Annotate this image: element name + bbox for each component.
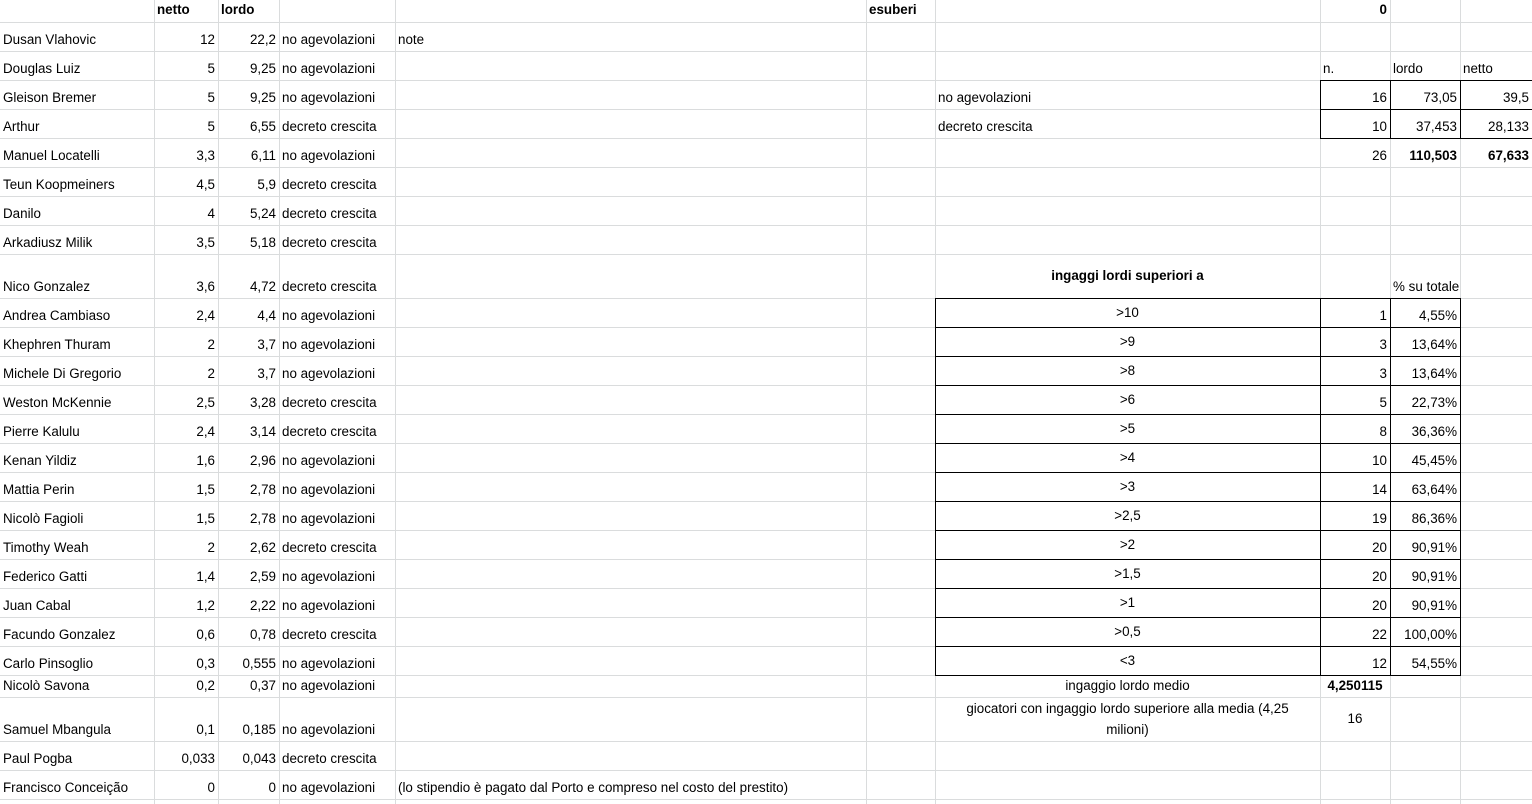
column-gridline <box>395 0 396 804</box>
player-name[interactable]: Arthur <box>3 119 40 134</box>
player-regime[interactable]: no agevolazioni <box>282 90 376 105</box>
player-regime[interactable]: decreto crescita <box>282 235 377 250</box>
row-gridline <box>0 196 1532 197</box>
threshold-pct[interactable]: 13,64% <box>1411 337 1457 352</box>
threshold-cell-border <box>1390 617 1461 647</box>
player-netto[interactable]: 4 <box>207 206 215 221</box>
player-regime[interactable]: decreto crescita <box>282 206 377 221</box>
player-regime[interactable]: no agevolazioni <box>282 148 376 163</box>
pct-header[interactable]: % su totale <box>1393 279 1460 294</box>
threshold-label[interactable]: >9 <box>1119 334 1136 349</box>
threshold-cell-border <box>1390 327 1461 357</box>
player-name[interactable]: Pierre Kalulu <box>3 424 80 439</box>
threshold-cell-border <box>1390 559 1461 589</box>
summary-total-lordo[interactable]: 110,503 <box>1409 148 1457 163</box>
threshold-cell-border <box>935 298 1321 328</box>
esuberi-label[interactable]: esuberi <box>869 2 917 17</box>
player-netto[interactable]: 0,3 <box>196 656 215 671</box>
average-label[interactable]: ingaggio lordo medio <box>1065 678 1190 693</box>
player-name[interactable]: Teun Koopmeiners <box>3 177 115 192</box>
player-netto[interactable]: 2 <box>207 366 215 381</box>
summary-row-netto[interactable]: 39,5 <box>1502 90 1529 105</box>
threshold-cell-border <box>1320 327 1391 357</box>
player-regime[interactable]: no agevolazioni <box>282 308 376 323</box>
above-average-label[interactable]: giocatori con ingaggio lordo superiore alla media (4,25 <box>966 701 1289 716</box>
threshold-cell-border <box>935 501 1321 531</box>
player-name[interactable]: Dusan Vlahovic <box>3 32 97 47</box>
player-regime[interactable]: no agevolazioni <box>282 61 376 76</box>
threshold-cell-border <box>1320 472 1391 502</box>
player-lordo[interactable]: 22,2 <box>249 32 276 47</box>
column-header-netto[interactable]: netto <box>157 2 190 17</box>
player-netto[interactable]: 0,2 <box>196 678 215 693</box>
threshold-cell-border <box>1320 501 1391 531</box>
threshold-label[interactable]: >6 <box>1119 392 1136 407</box>
player-name[interactable]: Gleison Bremer <box>3 90 97 105</box>
average-value[interactable]: 4,250115 <box>1327 678 1383 693</box>
threshold-cell-border <box>935 646 1321 676</box>
player-name[interactable]: Nico Gonzalez <box>3 279 91 294</box>
player-name[interactable]: Carlo Pinsoglio <box>3 656 94 671</box>
player-name[interactable]: Nicolò Savona <box>3 678 90 693</box>
threshold-pct[interactable]: 4,55% <box>1419 308 1457 323</box>
threshold-count[interactable]: 3 <box>1379 366 1387 381</box>
player-lordo[interactable]: 3,14 <box>249 424 276 439</box>
player-netto[interactable]: 3,3 <box>196 148 215 163</box>
player-regime[interactable]: no agevolazioni <box>282 511 376 526</box>
threshold-cell-border <box>1320 356 1391 386</box>
player-regime[interactable]: no agevolazioni <box>282 569 376 584</box>
threshold-count[interactable]: 3 <box>1379 337 1387 352</box>
threshold-cell-border <box>935 530 1321 560</box>
player-netto[interactable]: 3,5 <box>196 235 215 250</box>
player-netto[interactable]: 5 <box>207 61 215 76</box>
threshold-cell-border <box>1390 472 1461 502</box>
threshold-cell-border <box>1320 559 1391 589</box>
player-regime[interactable]: no agevolazioni <box>282 366 376 381</box>
player-name[interactable]: Manuel Locatelli <box>3 148 100 163</box>
row-gridline <box>0 697 1532 698</box>
player-lordo[interactable]: 3,7 <box>257 366 276 381</box>
threshold-pct[interactable]: 54,55% <box>1411 656 1457 671</box>
player-name[interactable]: Andrea Cambiaso <box>3 308 111 323</box>
player-regime[interactable]: decreto crescita <box>282 751 377 766</box>
threshold-pct[interactable]: 86,36% <box>1411 511 1457 526</box>
player-name[interactable]: Arkadiusz Milik <box>3 235 93 250</box>
row-gridline <box>0 138 1532 139</box>
player-regime[interactable]: decreto crescita <box>282 424 377 439</box>
threshold-cell-border <box>1320 617 1391 647</box>
player-regime[interactable]: decreto crescita <box>282 279 377 294</box>
row-gridline <box>0 741 1532 742</box>
player-netto[interactable]: 3,6 <box>196 279 215 294</box>
player-netto[interactable]: 0 <box>207 780 215 795</box>
threshold-label[interactable]: <3 <box>1119 653 1136 668</box>
player-name[interactable]: Danilo <box>3 206 41 221</box>
player-lordo[interactable]: 0,78 <box>249 627 276 642</box>
player-lordo[interactable]: 2,59 <box>249 569 276 584</box>
player-name[interactable]: Paul Pogba <box>3 751 73 766</box>
row-gridline <box>0 80 1532 81</box>
threshold-label[interactable]: >0,5 <box>1114 624 1141 639</box>
threshold-count[interactable]: 20 <box>1372 569 1387 584</box>
threshold-pct[interactable]: 90,91% <box>1411 598 1457 613</box>
player-regime[interactable]: no agevolazioni <box>282 598 376 613</box>
threshold-label[interactable]: >3 <box>1119 479 1136 494</box>
row-gridline <box>0 799 1532 800</box>
player-name[interactable]: Nicolò Fagioli <box>3 511 84 526</box>
summary-row-n[interactable]: 10 <box>1372 119 1387 134</box>
player-regime[interactable]: no agevolazioni <box>282 32 376 47</box>
summary-row-n[interactable]: 16 <box>1372 90 1387 105</box>
threshold-label[interactable]: >8 <box>1119 363 1136 378</box>
threshold-cell-border <box>935 385 1321 415</box>
summary-row-netto[interactable]: 28,133 <box>1488 119 1529 134</box>
player-name[interactable]: Facundo Gonzalez <box>3 627 116 642</box>
player-netto[interactable]: 2,4 <box>196 308 215 323</box>
player-lordo[interactable]: 5,18 <box>249 235 276 250</box>
threshold-cell-border <box>935 472 1321 502</box>
player-lordo[interactable]: 0,555 <box>242 656 276 671</box>
threshold-pct[interactable]: 13,64% <box>1411 366 1457 381</box>
player-netto[interactable]: 0,1 <box>196 722 215 737</box>
player-regime[interactable]: decreto crescita <box>282 627 377 642</box>
summary-total-n[interactable]: 26 <box>1372 148 1387 163</box>
player-name[interactable]: Douglas Luiz <box>3 61 81 76</box>
column-gridline <box>279 0 280 804</box>
player-lordo[interactable]: 6,55 <box>249 119 276 134</box>
thresholds-title[interactable]: ingaggi lordi superiori a <box>1051 268 1204 283</box>
threshold-pct[interactable]: 36,36% <box>1411 424 1457 439</box>
summary-header-n[interactable]: n. <box>1323 61 1335 76</box>
player-netto[interactable]: 4,5 <box>196 177 215 192</box>
row-gridline <box>0 109 1532 110</box>
player-netto[interactable]: 2 <box>207 540 215 555</box>
threshold-cell-border <box>1390 385 1461 415</box>
player-regime[interactable]: no agevolazioni <box>282 482 376 497</box>
summary-header-lordo[interactable]: lordo <box>1393 61 1423 76</box>
threshold-cell-border <box>935 356 1321 386</box>
player-lordo[interactable]: 2,78 <box>249 511 276 526</box>
threshold-cell-border <box>1320 646 1391 676</box>
row-gridline <box>0 22 1532 23</box>
summary-row-label[interactable]: decreto crescita <box>938 119 1033 134</box>
player-note[interactable]: (lo stipendio è pagato dal Porto e compreso nel costo del prestito) <box>398 780 789 795</box>
player-name[interactable]: Juan Cabal <box>3 598 71 613</box>
threshold-pct[interactable]: 90,91% <box>1411 569 1457 584</box>
player-lordo[interactable]: 0,185 <box>242 722 276 737</box>
player-lordo[interactable]: 9,25 <box>249 61 276 76</box>
note-header[interactable]: note <box>398 32 425 47</box>
threshold-cell-border <box>1390 443 1461 473</box>
threshold-cell-border <box>935 559 1321 589</box>
row-gridline <box>0 770 1532 771</box>
player-netto[interactable]: 1,5 <box>196 511 215 526</box>
player-netto[interactable]: 0,033 <box>181 751 215 766</box>
threshold-cell-border <box>935 617 1321 647</box>
player-name[interactable]: Timothy Weah <box>3 540 89 555</box>
threshold-label[interactable]: >10 <box>1116 305 1139 320</box>
player-regime[interactable]: no agevolazioni <box>282 722 376 737</box>
player-name[interactable]: Samuel Mbangula <box>3 722 111 737</box>
player-netto[interactable]: 1,6 <box>196 453 215 468</box>
player-regime[interactable]: decreto crescita <box>282 177 377 192</box>
threshold-count[interactable]: 19 <box>1372 511 1387 526</box>
threshold-count[interactable]: 22 <box>1372 627 1387 642</box>
player-regime[interactable]: decreto crescita <box>282 119 377 134</box>
player-lordo[interactable]: 2,22 <box>249 598 276 613</box>
threshold-cell-border <box>1320 414 1391 444</box>
threshold-pct[interactable]: 100,00% <box>1404 627 1457 642</box>
player-netto[interactable]: 2 <box>207 337 215 352</box>
player-lordo[interactable]: 2,96 <box>249 453 276 468</box>
threshold-count[interactable]: 20 <box>1372 598 1387 613</box>
threshold-count[interactable]: 14 <box>1372 482 1387 497</box>
threshold-cell-border <box>935 414 1321 444</box>
summary-row-lordo[interactable]: 73,05 <box>1423 90 1457 105</box>
threshold-pct[interactable]: 63,64% <box>1411 482 1457 497</box>
summary-border <box>1320 109 1532 110</box>
player-name[interactable]: Michele Di Gregorio <box>3 366 122 381</box>
threshold-label[interactable]: >4 <box>1119 450 1136 465</box>
threshold-pct[interactable]: 90,91% <box>1411 540 1457 555</box>
threshold-cell-border <box>935 588 1321 618</box>
threshold-label[interactable]: >2,5 <box>1114 508 1141 523</box>
threshold-cell-border <box>1390 298 1461 328</box>
player-lordo[interactable]: 0,37 <box>249 678 276 693</box>
player-regime[interactable]: no agevolazioni <box>282 656 376 671</box>
player-lordo[interactable]: 4,4 <box>257 308 276 323</box>
summary-row-label[interactable]: no agevolazioni <box>938 90 1032 105</box>
player-regime[interactable]: decreto crescita <box>282 395 377 410</box>
player-netto[interactable]: 2,4 <box>196 424 215 439</box>
threshold-label[interactable]: >1 <box>1119 595 1136 610</box>
threshold-cell-border <box>1390 588 1461 618</box>
player-name[interactable]: Federico Gatti <box>3 569 88 584</box>
player-lordo[interactable]: 2,62 <box>249 540 276 555</box>
player-lordo[interactable]: 5,9 <box>257 177 276 192</box>
threshold-cell-border <box>1320 298 1391 328</box>
player-lordo[interactable]: 2,78 <box>249 482 276 497</box>
above-average-label-line2[interactable]: milioni) <box>1106 722 1149 737</box>
row-gridline <box>0 167 1532 168</box>
player-netto[interactable]: 1,5 <box>196 482 215 497</box>
column-gridline <box>866 0 867 804</box>
row-gridline <box>0 51 1532 52</box>
esuberi-value[interactable]: 0 <box>1379 2 1387 17</box>
row-gridline <box>0 254 1532 255</box>
threshold-cell-border <box>1390 501 1461 531</box>
player-lordo[interactable]: 5,24 <box>249 206 276 221</box>
column-header-lordo[interactable]: lordo <box>221 2 255 17</box>
player-netto[interactable]: 0,6 <box>196 627 215 642</box>
player-netto[interactable]: 5 <box>207 119 215 134</box>
player-regime[interactable]: no agevolazioni <box>282 337 376 352</box>
player-name[interactable]: Kenan Yildiz <box>3 453 77 468</box>
player-lordo[interactable]: 0,043 <box>242 751 276 766</box>
threshold-count[interactable]: 1 <box>1379 308 1387 323</box>
player-netto[interactable]: 5 <box>207 90 215 105</box>
player-name[interactable]: Francisco Conceição <box>3 780 129 795</box>
threshold-count[interactable]: 5 <box>1379 395 1387 410</box>
threshold-cell-border <box>1390 414 1461 444</box>
threshold-cell-border <box>1390 646 1461 676</box>
threshold-pct[interactable]: 22,73% <box>1411 395 1457 410</box>
player-netto[interactable]: 12 <box>200 32 215 47</box>
player-lordo[interactable]: 4,72 <box>249 279 276 294</box>
player-regime[interactable]: no agevolazioni <box>282 678 376 693</box>
player-lordo[interactable]: 0 <box>268 780 276 795</box>
column-gridline <box>218 0 219 804</box>
summary-row-lordo[interactable]: 37,453 <box>1416 119 1457 134</box>
player-name[interactable]: Mattia Perin <box>3 482 75 497</box>
row-gridline <box>0 225 1532 226</box>
threshold-count[interactable]: 20 <box>1372 540 1387 555</box>
threshold-cell-border <box>1320 443 1391 473</box>
player-lordo[interactable]: 6,11 <box>250 148 276 163</box>
player-regime[interactable]: no agevolazioni <box>282 780 376 795</box>
threshold-cell-border <box>1390 530 1461 560</box>
player-name[interactable]: Khephren Thuram <box>3 337 111 352</box>
player-lordo[interactable]: 3,28 <box>249 395 276 410</box>
player-netto[interactable]: 1,4 <box>196 569 215 584</box>
player-netto[interactable]: 1,2 <box>196 598 215 613</box>
threshold-cell-border <box>1320 530 1391 560</box>
player-regime[interactable]: no agevolazioni <box>282 453 376 468</box>
column-gridline <box>154 0 155 804</box>
threshold-label[interactable]: >5 <box>1119 421 1136 436</box>
player-regime[interactable]: decreto crescita <box>282 540 377 555</box>
threshold-cell-border <box>1320 385 1391 415</box>
threshold-count[interactable]: 10 <box>1372 453 1387 468</box>
player-netto[interactable]: 2,5 <box>196 395 215 410</box>
threshold-label[interactable]: >1,5 <box>1114 566 1141 581</box>
threshold-count[interactable]: 8 <box>1379 424 1387 439</box>
threshold-count[interactable]: 12 <box>1372 656 1387 671</box>
above-average-value[interactable]: 16 <box>1347 711 1363 726</box>
summary-total-netto[interactable]: 67,633 <box>1488 148 1529 163</box>
threshold-label[interactable]: >2 <box>1119 537 1136 552</box>
threshold-cell-border <box>935 327 1321 357</box>
player-lordo[interactable]: 9,25 <box>249 90 276 105</box>
threshold-cell-border <box>1320 588 1391 618</box>
player-lordo[interactable]: 3,7 <box>257 337 276 352</box>
threshold-cell-border <box>935 443 1321 473</box>
summary-header-netto[interactable]: netto <box>1463 61 1493 76</box>
player-name[interactable]: Weston McKennie <box>3 395 112 410</box>
threshold-pct[interactable]: 45,45% <box>1411 453 1457 468</box>
threshold-cell-border <box>1390 356 1461 386</box>
